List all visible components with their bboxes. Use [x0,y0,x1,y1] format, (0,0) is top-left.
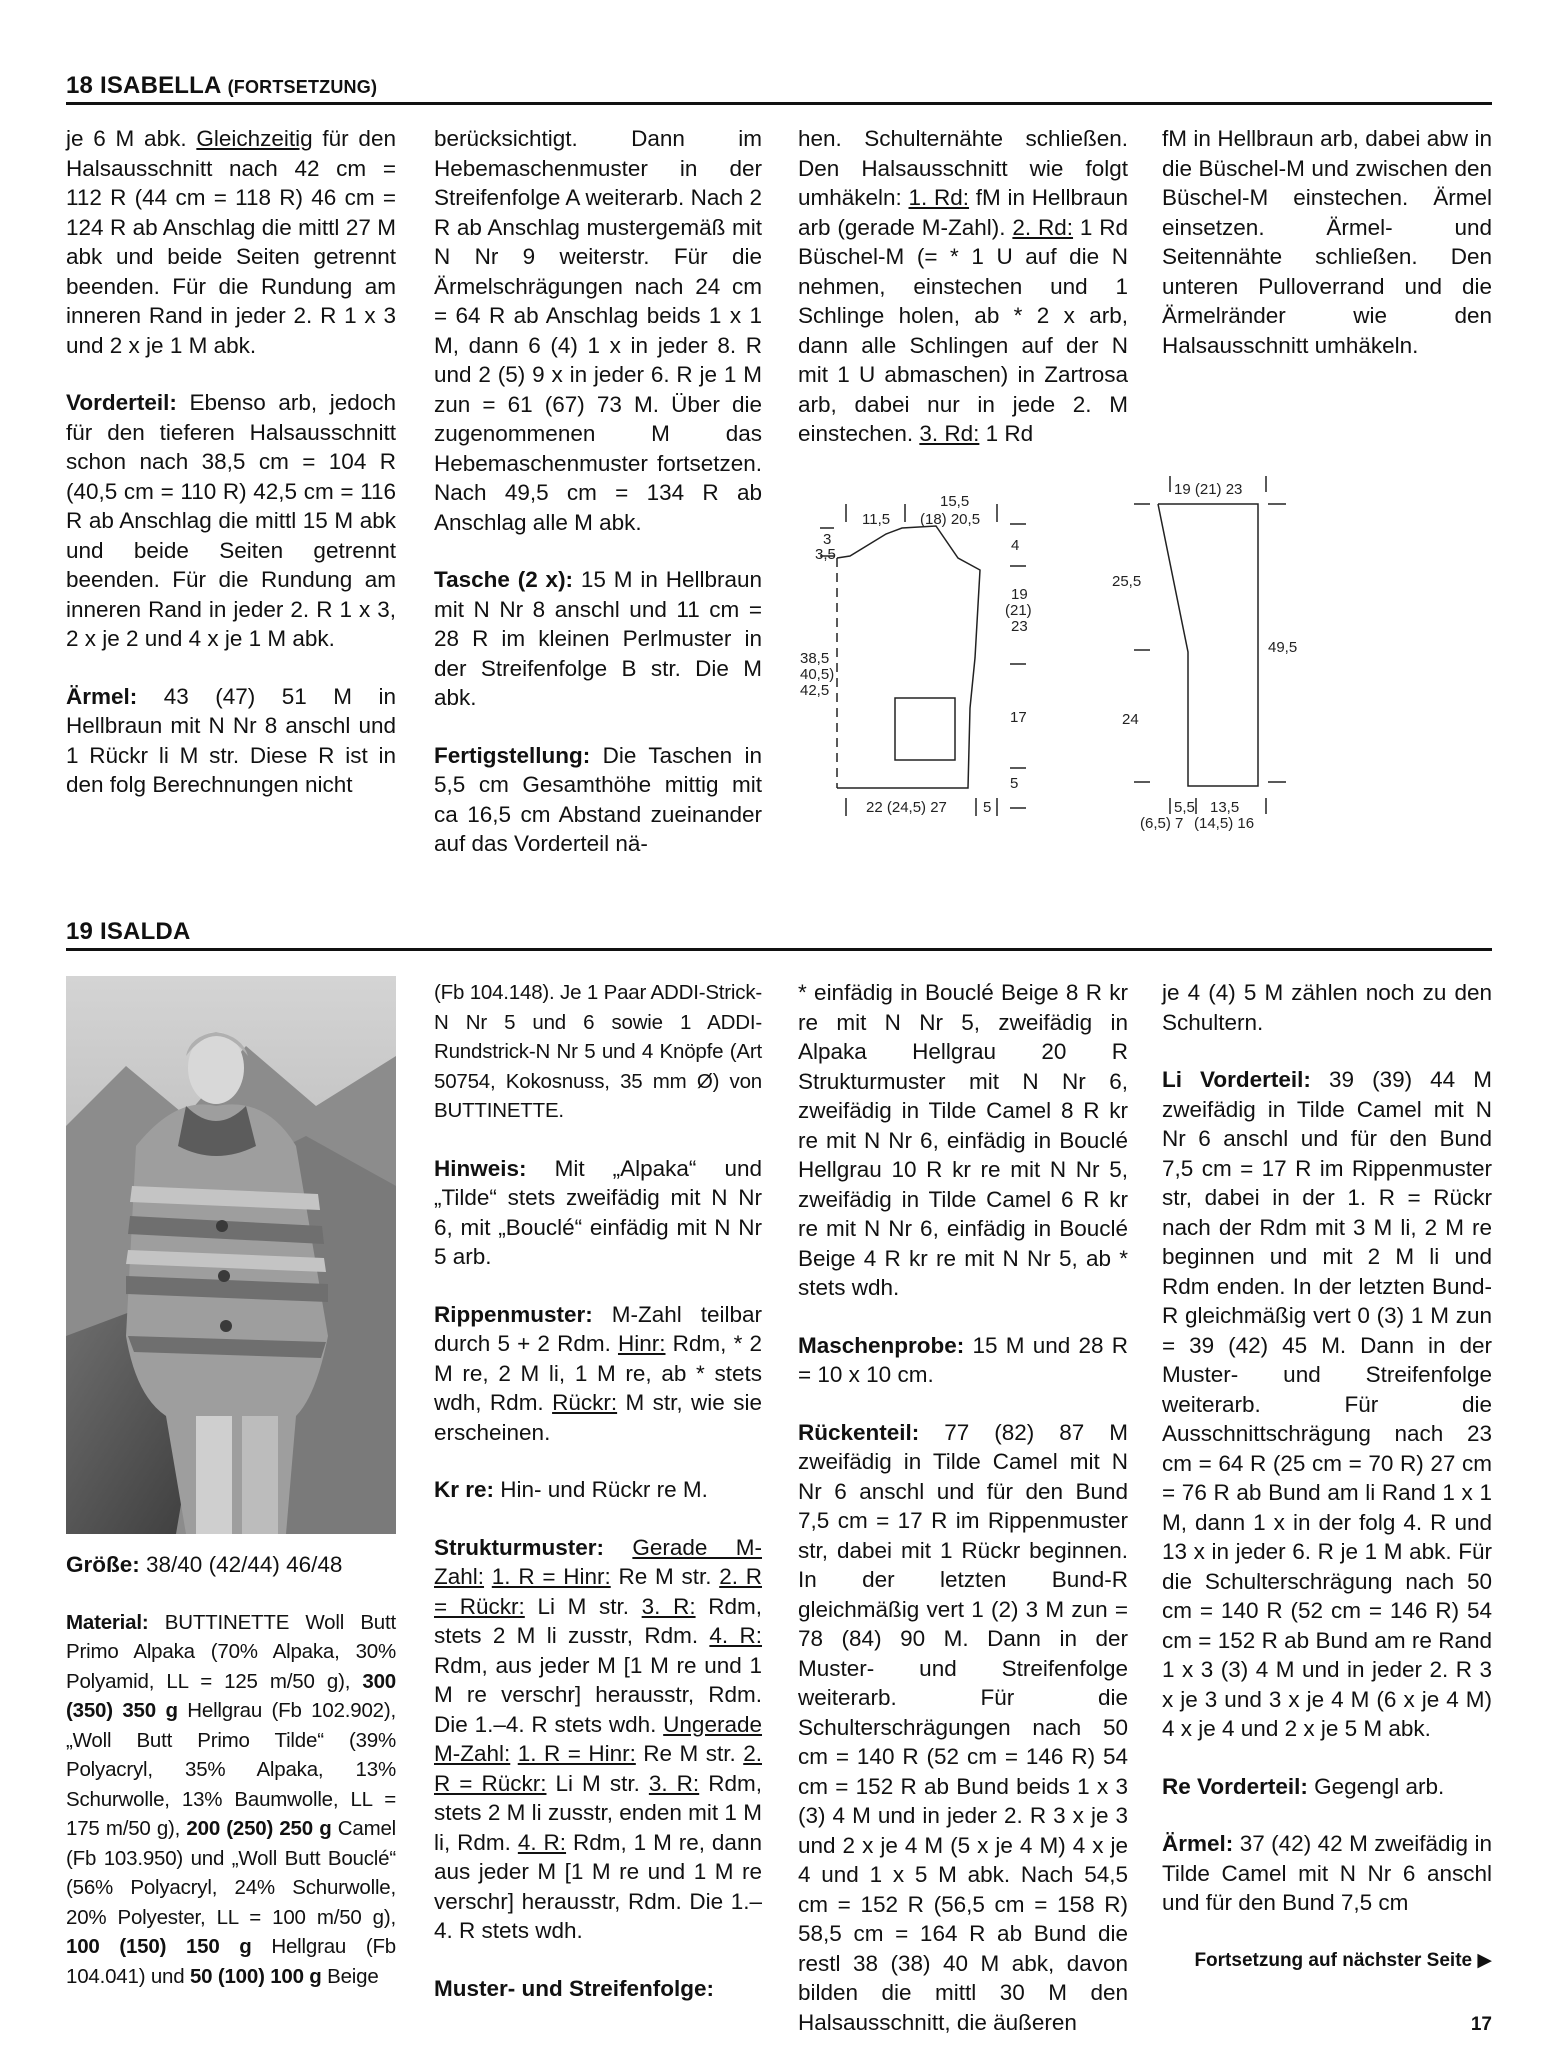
section-19-heading [66,918,1492,951]
label: Material: [66,1610,149,1634]
text: Camel (Fb 103.950) und „Woll Butt Bouclé“ (56% Polyacryl, 24% Schurwolle, 20% Polyester, LL = 100 m/50 g), [66,1817,397,1929]
label-neck-depth-2: 3,5 [815,546,836,563]
text: 1 Rd [979,421,1034,446]
paragraph: fM in Hellbraun arb, dabei abw in die Büschel-M und zwischen den Büschel-M einstechen. Ärmel einsetzen. Ärmel- und Seitennähte schließen. Den unteren Pulloverrand und die Ärmelränder wie den Halsausschnitt umhäkeln. [1162,126,1492,358]
bold-text: 200 (250) 250 g [186,1817,332,1840]
bold-text: 100 (150) 150 g [66,1935,252,1958]
label: Maschenprobe: [798,1332,965,1358]
label-side-height: 17 [1010,709,1027,726]
underlined-text: 3. R: [648,1770,700,1796]
paragraph-streifenfolge-label [434,1974,762,2004]
body-schematic-diagram [790,478,1040,838]
label: Rippenmuster: [434,1301,593,1327]
label-top-left-width: 11,5 [862,511,891,528]
label: Li Vorderteil: [1162,1067,1311,1092]
label-sleeve-bottom-right-2: (14,5) 16 [1194,815,1255,832]
text: fM in Hellbraun arb (gerade M-Zahl). [798,185,1128,240]
label-sleeve-bottom-left-1: 5,5 [1174,799,1195,816]
label-armhole-3: 23 [1011,618,1028,635]
label-total-height-1: 38,5 [800,650,830,667]
underlined-text: Ungerade M-Zahl: [434,1711,762,1766]
underlined-text: 2. R = Rückr: [434,1564,762,1619]
underlined-text: 3. Rd: [919,421,980,446]
paragraph: berücksichtigt. Dann im Hebemaschenmuster in der Streifenfolge A weiterarb. Nach 2 R ab Anschlag mustergemäß mit N Nr 9 weiterstr. Für die Ärmelschrägungen nach 24 cm = 64 R ab Anschlag beids 1 x 1 M, dann 6 (4) 1 x in jeder 8. R und 2 (5) 9 x in jeder 6. R je 1 M zun = 61 (67) 73 M. Über die zugenommenen M das Hebemaschenmuster fortsetzen. Nach 49,5 cm = 134 R ab Anschlag alle M abk. [434,126,762,535]
section-18-title: 18 ISABELLA [66,72,221,99]
section-18-column-1 [66,124,396,828]
label-bottom-right: 5 [983,799,992,816]
text: Mit „Alpaka“ und „Tilde“ stets zweifädig mit N Nr 6, mit „Bouclé“ einfädig mit N Nr 5 arb. [434,1155,762,1269]
paragraph-re-vorderteil [1162,1772,1492,1802]
bold-text: 300 (350) 350 g [66,1669,396,1722]
label: Größe: [66,1552,140,1577]
text: Hellgrau (Fb 102.902), „Woll Butt Primo Tilde“ (39% Polyacryl, 35% Alpaka, 13% Schurwolle, 13% Baumwolle, LL = 175 m/50 g), [66,1699,396,1840]
text: 1 Rd Büschel-M (= * 1 U auf die N nehmen, einstechen und 1 Schlinge holen, ab * 2 x arb, dann alle Schlingen auf der N mit 1 U abmaschen) in Zartrosa arb, dabei nur in jede 2. M einstechen. [798,214,1129,446]
text: Hin- und Rückr re M. [494,1477,708,1502]
underlined-text: 1. R = Hinr: [491,1564,611,1589]
text: Rdm, stets 2 M li zusstr, Rdm. [434,1593,762,1648]
label: Vorderteil: [66,390,177,415]
paragraph [798,124,1128,449]
section-19-title: 19 ISALDA [66,918,191,945]
text: Rdm, stets 2 M li zusstr, enden mit 1 M li, Rdm. [434,1770,762,1855]
label-sleeve-upper-height: 25,5 [1112,573,1142,590]
text: Gegengl arb. [1307,1773,1445,1799]
section-18-column-4 [1162,124,1492,388]
page-number: 17 [1470,2014,1492,2035]
paragraph-groesse [66,1550,396,1580]
label: Muster- und Streifenfolge: [434,1975,714,2001]
model-photo-image [66,976,396,1534]
paragraph-hinweis [434,1154,762,1272]
underlined-text: 4. R: [517,1829,567,1855]
paragraph-li-vorderteil [1162,1065,1492,1744]
label-bottom-width: 22 (24,5) 27 [866,799,947,816]
label: Re Vorderteil: [1162,1773,1308,1799]
underlined-text: 4. R: [709,1623,762,1648]
label-sleeve-lower-height: 24 [1122,711,1139,728]
section-19-column-4 [1162,978,1492,2003]
text: Hellgrau (Fb 104.041) und [66,1935,397,1988]
label-sleeve-bottom-right-1: 13,5 [1210,799,1240,816]
label: Fertigstellung: [434,742,591,768]
text: 38/40 (42/44) 46/48 [139,1552,343,1577]
underlined-text: Gerade M-Zahl: [434,1534,762,1589]
paragraph-fertigstellung [434,741,762,859]
label-sleeve-total-height: 49,5 [1268,639,1298,656]
underlined-text: 2. R = Rückr: [434,1741,762,1796]
text: für den Halsausschnitt nach 42 cm = 112 R (44 cm = 118 R) 46 cm = 124 R ab Anschlag die mittl 27 M abk und beide Seiten getrennt beenden. Für die Rundung am inneren Rand in jeder 2. R 1 x 3 und 2 x je 1 M abk. [66,126,396,358]
bold-text: 50 (100) 100 g [189,1964,322,1988]
underlined-text: 1. Rd: [908,185,970,210]
label-bottom-height: 5 [1010,775,1019,792]
section-18-heading [66,72,1492,105]
paragraph [66,124,396,360]
model-photo [66,976,396,1534]
label-total-height-2: 40,5) [800,666,835,683]
label: Strukturmuster: [434,1534,605,1560]
label: Tasche (2 x): [434,567,574,592]
text: 77 (82) 87 M zweifädig in Tilde Camel mit N Nr 6 anschl und für den Bund 7,5 cm = 17 R im Rippenmuster str, dabei mit 1 Rückr beginnen. In der letzten Bund-R gleichmäßig vert 1 (2) 3 M zun = 78 (84) 90 M. Dann in der Muster- und Streifenfolge weiterarb. Für die Schulterschrägungen nach 50 cm = 140 R (52 cm = 146 R) 54 cm = 152 R ab Bund beids 1 x 3 (3) 4 M und in jeder 2. R 3 x je 3 und 2 x je 4 M (5 x je 4 M) 4 x je 4 und 1 x 5 M abk. Nach 54,5 cm = 152 R (56,5 cm = 158 R) 58,5 cm = 164 R ab Bund die restl 38 (38) 40 M abk, davon bilden die mittl 30 M den Halsausschnitt, die äußeren [798,1419,1128,2035]
paragraph-aermel [1162,1829,1492,1918]
text: Rdm, 1 M re, dann aus jeder M [1 M re und 1 M re verschr] herausstr, Rdm. Die 1.–4. R stets wdh. [434,1829,762,1943]
text: Rdm, * 2 M re, 2 M li, 1 M re, ab * stets wdh, Rdm. [434,1331,762,1415]
text: Re M str. [635,1741,744,1766]
text: Rdm, aus jeder M [1 M re und 1 M re verschr] herausstr, Rdm. Die 1.–4. R stets wdh. [434,1652,762,1737]
label-top-right-width2: (18) 20,5 [920,511,981,528]
underlined-text: Hinr: [617,1331,666,1356]
text: Li M str. [524,1593,642,1619]
text: 15 M und 28 R = 10 x 10 cm. [798,1332,1128,1387]
paragraph-material [66,1608,396,1992]
paragraph-tasche [434,565,762,713]
label-total-height-3: 42,5 [800,682,830,699]
paragraph-aermel [66,682,396,800]
section-19-column-3 [798,978,1128,2065]
paragraph: je 4 (4) 5 M zählen noch zu den Schultern. [1162,980,1492,1035]
label: Ärmel: [66,683,138,709]
text: Li M str. [546,1770,649,1796]
text: Ebenso arb, jedoch für den tieferen Halsausschnitt schon nach 38,5 cm = 104 R (40,5 cm = 110 R) 42,5 cm = 116 R ab Anschlag die mittl 15 M abk und beide Seiten getrennt beenden. Für die Rundung am inneren Rand in jeder 2. R 1 x 3, 2 x je 2 und 4 x je 1 M abk. [66,390,396,651]
paragraph-maschenprobe [798,1331,1128,1390]
paragraph-strukturmuster [434,1533,762,1946]
sleeve-outline [1158,504,1258,786]
label-sleeve-bottom-left-2: (6,5) 7 [1140,815,1184,832]
section-18-column-2 [434,124,762,887]
paragraph-vorderteil [66,388,396,654]
underlined-text: 2. Rd: [1012,214,1074,240]
paragraph-kr-re [434,1475,762,1505]
text: M str, wie sie erscheinen. [434,1390,762,1445]
text: hen. Schulternähte schließen. Den Halsausschnitt wie folgt umhäkeln: [798,126,1128,210]
label-sleeve-top-width: 19 (21) 23 [1174,481,1243,498]
section-19-column-2 [434,978,762,2031]
label-shoulder-drop: 4 [1011,537,1020,554]
paragraph-rippenmuster [434,1300,762,1448]
text: 15 M in Hellbraun mit N Nr 8 anschl und 11 cm = 28 R im kleinen Perlmuster in der Streifenfolge B str. Die M abk. [434,567,762,710]
text: 43 (47) 51 M in Hellbraun mit N Nr 8 anschl und 1 Rückr li M str. Diese R ist in den folg Berechnungen nicht [66,683,396,797]
text: je 6 M abk. [66,126,197,151]
paragraph-streifenfolge: * einfädig in Bouclé Beige 8 R kr re mit N Nr 5, zweifädig in Alpaka Hellgrau 20 R Strukturmuster mit N Nr 6, zweifädig in Tilde Camel 8 R kr re mit N Nr 6, einfädig in Bouclé Hellgrau 10 R kr re mit N Nr 5, zweifädig in Tilde Camel 6 R kr re mit N Nr 6, einfädig in Bouclé Beige 4 R kr re mit N Nr 5, ab * stets wdh. [798,980,1128,1300]
label-armhole-2: (21) [1005,602,1032,619]
section-18-column-3 [798,124,1128,477]
underlined-text: 3. R: [641,1593,696,1619]
text: Die Taschen in 5,5 cm Gesamthöhe mittig mit ca 16,5 cm Abstand zueinander auf das Vorderteil nä- [434,742,762,856]
text: Re M str. [610,1564,720,1589]
text: BUTTINETTE Woll Butt Primo Alpaka (70% Alpaka, 30% Polyamid, LL = 125 m/50 g), [66,1610,396,1693]
text: M-Zahl teilbar durch 5 + 2 Rdm. [434,1301,762,1356]
label: Rückenteil: [798,1419,920,1445]
paragraph-material-cont: (Fb 104.148). Je 1 Paar ADDI-Strick-N Nr 5 und 6 sowie 1 ADDI-Rundstrick-N Nr 5 und 4 Knöpfe (Art 50754, Kokosnuss, 35 mm Ø) von BUTTINETTE. [434,981,762,1122]
pocket-outline [895,698,955,760]
label: Hinweis: [434,1155,527,1181]
label: Kr re: [434,1477,495,1502]
label: Ärmel: [1162,1831,1234,1856]
label-armhole-1: 19 [1011,586,1028,603]
paragraph-rueckenteil [798,1418,1128,2038]
continue-next-page: Fortsetzung auf nächster Seite ▶ [1194,1949,1492,1971]
body-outline [837,526,980,788]
label-neck-depth-1: 3 [823,531,832,548]
underlined-text: Rückr: [552,1390,618,1415]
text: Beige [321,1964,379,1988]
underlined-text: 1. R = Hinr: [517,1741,636,1766]
sleeve-schematic-diagram [1090,472,1300,842]
underlined-text: Gleichzeitig [196,126,313,151]
text: 39 (39) 44 M zweifädig in Tilde Camel mit N Nr 6 anschl und für den Bund 7,5 cm = 17 R im Rippenmuster str, dabei in der 1. R = Rückr nach der Rdm mit 3 M li, 2 M re beginnen und mit 2 M li und Rdm enden. In der letzten Bund-R gleichmäßig vert 0 (3) 1 M zun = 39 (42) 45 M. Dann in der Muster- und Streifenfolge weiterarb. Für die Ausschnittschrägung nach 23 cm = 64 R (25 cm = 70 R) 27 cm = 76 R ab Bund am li Rand 1 x 1 M, dann 1 x in der folg 4. R und 13 x in jeder 6. R je 1 M abk. Für die Schulterschrägung nach 50 cm = 140 R (52 cm = 146 R) 54 cm = 152 R ab Bund am re Rand 1 x 3 (3) 4 M und in jeder 2. R 3 x je 3 und 3 x je 4 M (6 x je 4 M) 4 x je 4 und 2 x je 5 M abk. [1162,1067,1492,1741]
section-18-subtitle: (FORTSETZUNG) [227,77,378,97]
text: 37 (42) 42 M zweifädig in Tilde Camel mit N Nr 6 anschl und für den Bund 7,5 cm [1162,1831,1492,1915]
section-19-column-1 [66,1550,396,2019]
label-top-right-width: 15,5 [940,493,970,510]
